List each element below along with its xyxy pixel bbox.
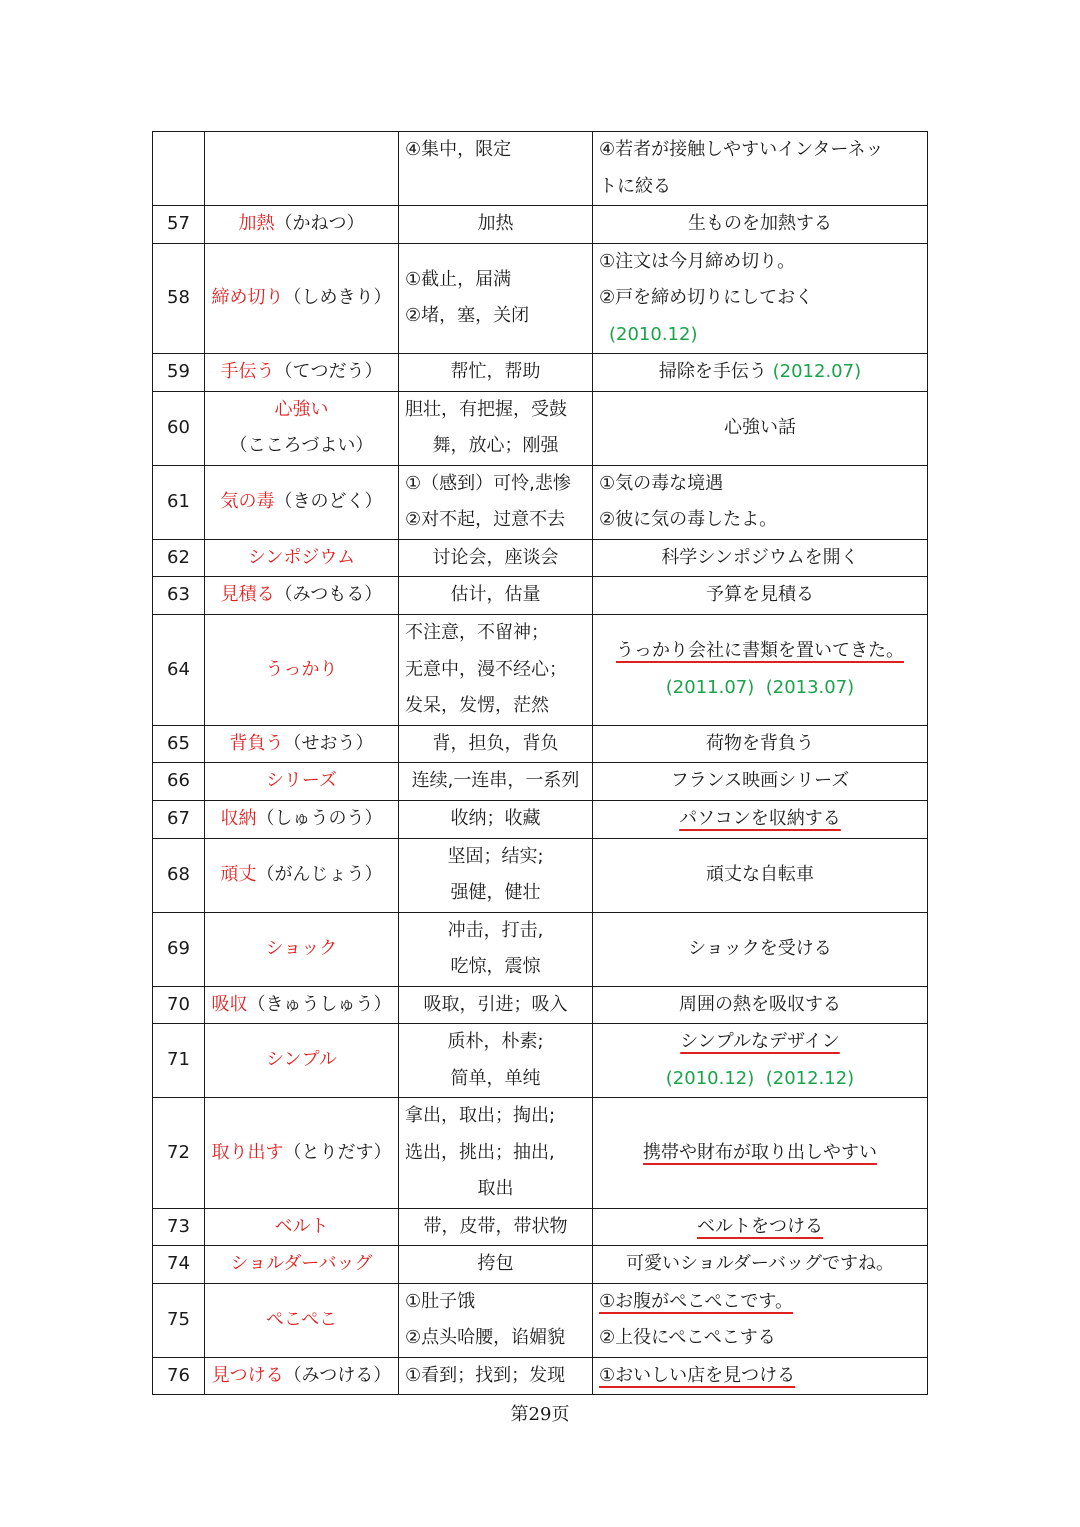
table-row (153, 1024, 928, 1098)
meaning-cell: 冲击，打击, 吃惊，震惊 (399, 912, 593, 986)
row-number: 76 (153, 1357, 205, 1395)
keyword: シリーズ (265, 770, 338, 791)
table-row (153, 1357, 928, 1395)
table-row (153, 354, 928, 392)
keyword: 吸収 (211, 993, 248, 1015)
example-cell: ④若者が接触しやすいインターネッ トに絞る (593, 132, 928, 206)
keyword: 見つける (211, 1364, 284, 1386)
meaning-cell: 坚固；结实; 强健，健壮 (399, 838, 593, 912)
word-cell (205, 1357, 399, 1395)
vocabulary-table (152, 131, 928, 1395)
meaning-cell: 加热 (399, 206, 593, 244)
keyword: シンプル (266, 1049, 337, 1071)
meaning-cell: 质朴，朴素; 简单，单纯 (399, 1024, 593, 1098)
row-number: 65 (153, 725, 205, 763)
row-number: 73 (153, 1208, 205, 1246)
row-number (153, 132, 205, 206)
example-cell: ①お腹がぺこぺこです。 ②上役にぺこぺこする (593, 1283, 928, 1357)
meaning-cell: 估计，估量 (399, 577, 593, 615)
table-row (153, 243, 928, 354)
keyword: ベルト (274, 1215, 329, 1237)
row-number: 64 (153, 615, 205, 726)
reading: （みつもる） (274, 584, 383, 606)
keyword: ぺこぺこ (265, 1308, 338, 1330)
example-cell: 生ものを加熱する (593, 206, 928, 244)
word-cell (205, 465, 399, 539)
table-row (153, 912, 928, 986)
reading: （しめきり） (283, 287, 392, 308)
row-number: 67 (153, 800, 205, 838)
table-row (153, 465, 928, 539)
word-cell (205, 1283, 399, 1357)
table-row (153, 132, 928, 206)
table-row (153, 1098, 928, 1209)
row-number: 72 (153, 1098, 205, 1209)
word-cell (205, 354, 399, 392)
table-row (153, 577, 928, 615)
keyword: 締め切り (211, 287, 284, 308)
example-cell: 荷物を背負う (593, 725, 928, 763)
reading: （がんじょう） (256, 863, 383, 885)
table-row (153, 1208, 928, 1246)
word-cell (205, 1098, 399, 1209)
row-number: 70 (153, 986, 205, 1024)
row-number: 61 (153, 465, 205, 539)
reading: （かねつ） (274, 213, 365, 234)
meaning-cell: 拿出，取出；掏出; 选出，挑出；抽出, 取出 (399, 1098, 593, 1209)
meaning-cell: 背，担负，背负 (399, 725, 593, 763)
row-number: 69 (153, 912, 205, 986)
keyword: 手伝う (220, 361, 275, 382)
reading: （みつける） (283, 1364, 392, 1386)
meaning-cell: 连续,一连串，一系列 (399, 763, 593, 801)
keyword: 頑丈 (220, 863, 257, 885)
row-number: 58 (153, 243, 205, 354)
example-cell: ショックを受ける (593, 912, 928, 986)
row-number: 66 (153, 763, 205, 801)
meaning-cell: 挎包 (399, 1246, 593, 1284)
meaning-cell: 吸取，引进；吸入 (399, 986, 593, 1024)
keyword: ショック (265, 937, 338, 959)
word-cell (205, 577, 399, 615)
word-cell (205, 800, 399, 838)
word-cell (205, 763, 399, 801)
example-cell: 心強い話 (593, 391, 928, 465)
word-cell (205, 391, 399, 465)
meaning-cell: ④集中，限定 (399, 132, 593, 206)
page-number: 第29页 (510, 1404, 570, 1425)
example-cell: 予算を見積る (593, 577, 928, 615)
meaning-cell: 带，皮带，带状物 (399, 1208, 593, 1246)
word-cell (205, 243, 399, 354)
row-number: 60 (153, 391, 205, 465)
reading: （こころづよい） (229, 435, 374, 456)
meaning-cell: 胆壮，有把握，受鼓 舞，放心；刚强 (399, 391, 593, 465)
reading: （きゅうしゅう） (247, 993, 392, 1015)
row-number: 63 (153, 577, 205, 615)
exam-year: (2011.07) (2013.07) (665, 676, 855, 698)
keyword: 収納 (220, 807, 257, 829)
example-cell: フランス映画シリーズ (593, 763, 928, 801)
keyword: 心強い (274, 398, 329, 420)
meaning-cell: 帮忙，帮助 (399, 354, 593, 392)
meaning-cell: ①肚子饿 ②点头哈腰，谄媚貌 (399, 1283, 593, 1357)
table-row (153, 1246, 928, 1284)
keyword: 背負う (229, 732, 284, 754)
example-cell: 掃除を手伝う (2012.07) (593, 354, 928, 392)
example-cell: 頑丈な自転車 (593, 838, 928, 912)
keyword: 取り出す (211, 1141, 284, 1163)
word-cell (205, 838, 399, 912)
row-number: 75 (153, 1283, 205, 1357)
word-cell (205, 615, 399, 726)
table-row (153, 391, 928, 465)
keyword: 見積る (220, 584, 275, 606)
keyword: 気の毒 (220, 490, 275, 512)
meaning-cell: ①截止，届满 ②堵，塞，关闭 (399, 243, 593, 354)
reading: （きのどく） (274, 490, 383, 512)
meaning-cell: 不注意，不留神； 无意中，漫不经心； 发呆，发愣，茫然 (399, 615, 593, 726)
table-row (153, 615, 928, 726)
row-number: 68 (153, 838, 205, 912)
example-cell: 周囲の熱を吸収する (593, 986, 928, 1024)
exam-year: (2010.12) (609, 323, 698, 345)
row-number: 57 (153, 206, 205, 244)
reading: （てつだう） (274, 361, 383, 382)
example-cell: 可愛いショルダーバッグですね。 (593, 1246, 928, 1284)
row-number: 62 (153, 539, 205, 577)
table-row (153, 763, 928, 801)
example-cell: ベルトをつける (593, 1208, 928, 1246)
word-cell (205, 1024, 399, 1098)
reading: （しゅうのう） (256, 807, 383, 829)
exam-year: (2012.07) (772, 361, 862, 382)
table-row (153, 986, 928, 1024)
table-row (153, 800, 928, 838)
example-cell: ①注文は今月締め切り。 ②戸を締め切りにしておく (2010.12) (593, 243, 928, 354)
word-cell (205, 986, 399, 1024)
word-cell (205, 1246, 399, 1284)
keyword: うっかり (265, 658, 338, 680)
table-row (153, 838, 928, 912)
example-cell: うっかり会社に書類を置いてきた。 (2011.07) (2013.07) (593, 615, 928, 726)
example-cell: パソコンを収納する (593, 800, 928, 838)
meaning-cell: ①看到；找到；发现 (399, 1357, 593, 1395)
word-cell (205, 1208, 399, 1246)
word-cell (205, 912, 399, 986)
example-cell: ①おいしい店を見つける (593, 1357, 928, 1395)
table-row (153, 725, 928, 763)
word-cell (205, 725, 399, 763)
example-cell: 携帯や財布が取り出しやすい (593, 1098, 928, 1209)
meaning-cell: 收纳；收藏 (399, 800, 593, 838)
meaning-cell: ①（感到）可怜,悲惨 ②对不起，过意不去 (399, 465, 593, 539)
row-number: 71 (153, 1024, 205, 1098)
example-cell: シンプルなデザイン (2010.12) (2012.12) (593, 1024, 928, 1098)
row-number: 74 (153, 1246, 205, 1284)
keyword: シンポジウム (247, 546, 356, 568)
meaning-cell: 讨论会，座谈会 (399, 539, 593, 577)
word-cell (205, 206, 399, 244)
example-cell: 科学シンポジウムを開く (593, 539, 928, 577)
example-cell: ①気の毒な境遇 ②彼に気の毒したよ。 (593, 465, 928, 539)
keyword: 加熱 (238, 213, 275, 234)
keyword: ショルダーバッグ (230, 1253, 373, 1274)
exam-year: (2010.12) (2012.12) (665, 1067, 855, 1089)
row-number: 59 (153, 354, 205, 392)
table-row (153, 206, 928, 244)
reading: （とりだす） (283, 1141, 392, 1163)
reading: （せおう） (283, 732, 374, 754)
table-row (153, 1283, 928, 1357)
word-cell (205, 132, 399, 206)
word-cell (205, 539, 399, 577)
table-row (153, 539, 928, 577)
